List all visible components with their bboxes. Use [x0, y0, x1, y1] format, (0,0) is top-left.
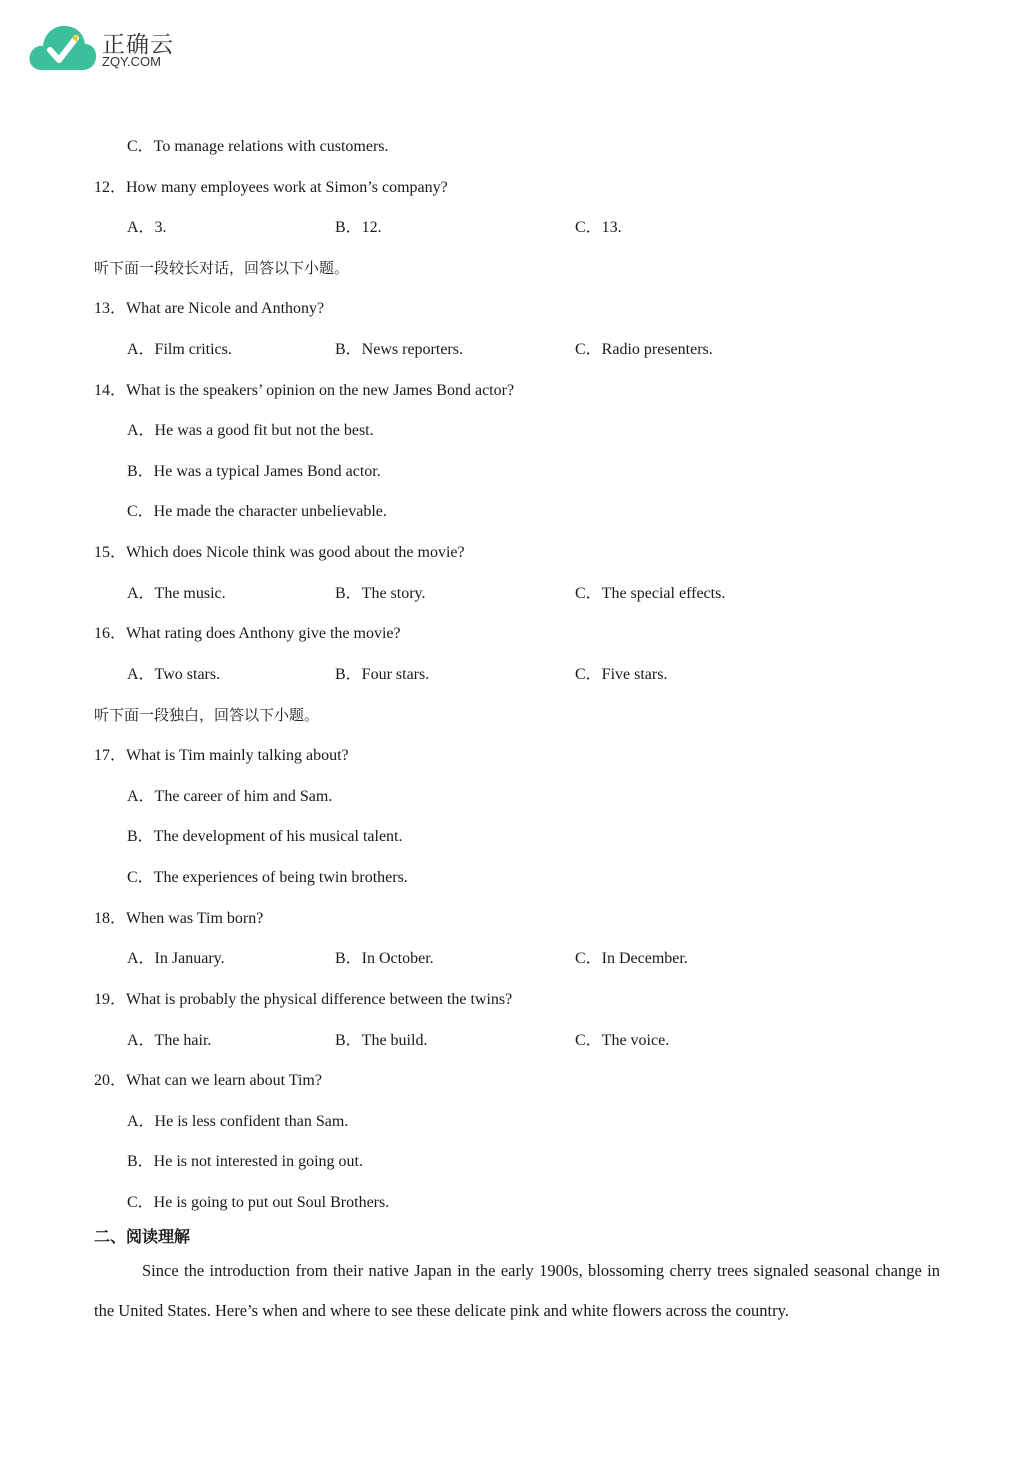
q12-option-b: B．12.	[335, 219, 382, 236]
logo-text-en: ZQY.COM	[102, 54, 161, 69]
cloud-check-icon	[28, 22, 98, 74]
q16-option-a: A．Two stars.	[127, 666, 221, 683]
q20-stem: 20．What can we learn about Tim?	[94, 1072, 322, 1089]
q19-option-a: A．The hair.	[127, 1032, 212, 1049]
q17-option-c: C．The experiences of being twin brothers.	[127, 869, 408, 886]
q15-option-c: C．The special effects.	[575, 585, 726, 602]
q19-stem: 19．What is probably the physical difference between the twins?	[94, 991, 513, 1008]
q13-option-b: B．News reporters.	[335, 341, 463, 358]
q16-option-b: B．Four stars.	[335, 666, 430, 683]
q14-stem: 14．What is the speakers’ opinion on the new James Bond actor?	[94, 382, 515, 399]
q17-option-b: B．The development of his musical talent.	[127, 828, 403, 845]
q18-option-c: C．In December.	[575, 950, 688, 967]
q11-option-c: C．To manage relations with customers.	[127, 138, 389, 155]
q13-option-a: A．Film critics.	[127, 341, 232, 358]
q12-option-a: A．3.	[127, 219, 167, 236]
reading-passage: Since the introduction from their native Japan in the early 1900s, blossoming cherry trees signaled seasonal change in the United States. Here’s when and where to see these delicate pink and white flowers across the country.	[94, 1261, 940, 1320]
instruction-dialogue: 听下面一段较长对话，回答以下小题。	[94, 259, 350, 277]
q15-stem: 15．Which does Nicole think was good about the movie?	[94, 544, 465, 561]
q13-option-c: C．Radio presenters.	[575, 341, 713, 358]
q20-option-a: A．He is less confident than Sam.	[127, 1113, 349, 1130]
q17-option-a: A．The career of him and Sam.	[127, 788, 333, 805]
q14-option-c: C．He made the character unbelievable.	[127, 503, 387, 520]
q18-option-a: A．In January.	[127, 950, 225, 967]
q13-stem: 13．What are Nicole and Anthony?	[94, 300, 325, 317]
q20-option-c: C．He is going to put out Soul Brothers.	[127, 1194, 390, 1211]
zqy-logo	[28, 22, 178, 74]
q19-option-c: C．The voice.	[575, 1032, 670, 1049]
q18-option-b: B．In October.	[335, 950, 434, 967]
section-title-reading: 二、阅读理解	[94, 1227, 191, 1246]
instruction-monologue: 听下面一段独白，回答以下小题。	[94, 706, 320, 724]
q16-option-c: C．Five stars.	[575, 666, 668, 683]
q15-option-b: B．The story.	[335, 585, 426, 602]
q16-stem: 16．What rating does Anthony give the movie?	[94, 625, 401, 642]
q20-option-b: B．He is not interested in going out.	[127, 1153, 363, 1170]
logo-text-cn: 正确云	[102, 32, 174, 58]
q17-stem: 17．What is Tim mainly talking about?	[94, 747, 349, 764]
q18-stem: 18．When was Tim born?	[94, 910, 264, 927]
q12-option-c: C．13.	[575, 219, 622, 236]
q14-option-b: B．He was a typical James Bond actor.	[127, 463, 381, 480]
q19-option-b: B．The build.	[335, 1032, 428, 1049]
q14-option-a: A．He was a good fit but not the best.	[127, 422, 374, 439]
q15-option-a: A．The music.	[127, 585, 226, 602]
q12-stem: 12．How many employees work at Simon’s company?	[94, 179, 448, 196]
